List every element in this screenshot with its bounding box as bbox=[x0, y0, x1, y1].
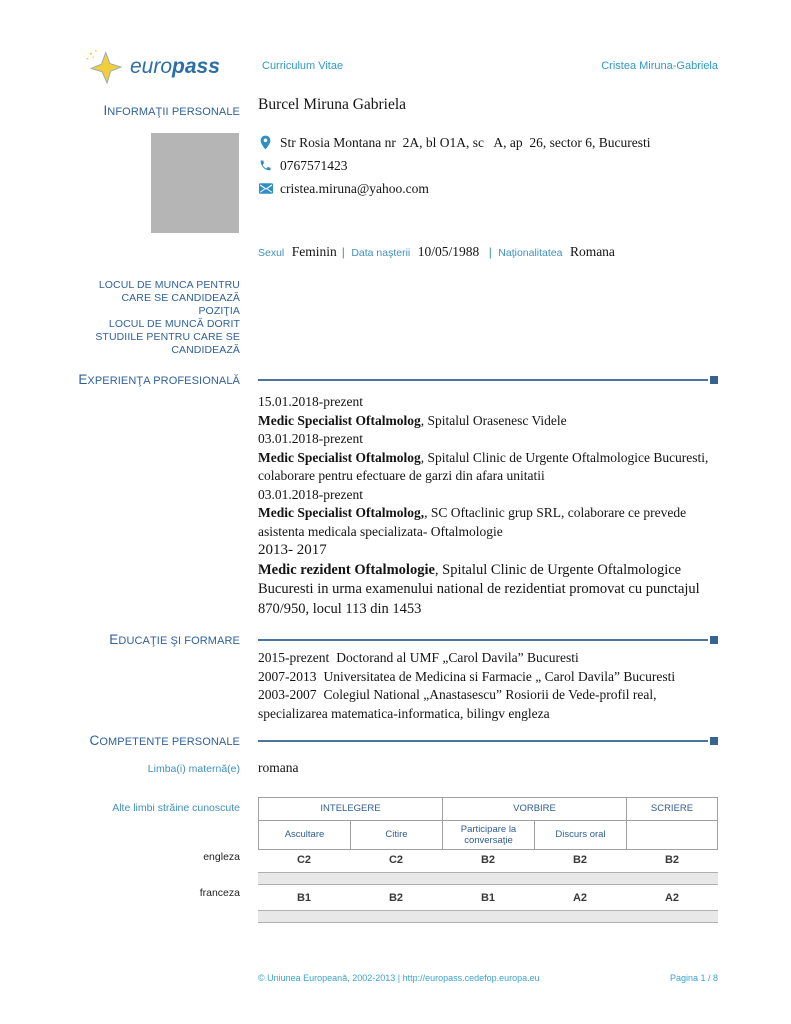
section-rule-competences bbox=[258, 737, 718, 745]
mother-tongue-label: Limba(i) maternă(e) bbox=[147, 763, 240, 775]
education-text: Universitatea de Medicina si Farmacie „ Carol Davila” Bucuresti bbox=[323, 668, 676, 684]
europass-star-logo-icon bbox=[84, 48, 126, 86]
experience-entry bbox=[258, 430, 720, 486]
nationality-value: Romana bbox=[569, 244, 615, 259]
education-period: 2007-2013 bbox=[258, 668, 317, 684]
language-row-label-english: engleza bbox=[203, 851, 240, 863]
table-header-understanding: INTELEGERE bbox=[258, 797, 442, 820]
footer-copyright: © Uniunea Europeană, 2002-2013 | http://europass.cedefop.europa.eu bbox=[258, 973, 540, 983]
phone-row bbox=[258, 157, 728, 175]
table-header-writing: SCRIERE bbox=[626, 797, 718, 820]
language-skills-table bbox=[258, 797, 718, 926]
table-subheader-listening: Ascultare bbox=[258, 820, 350, 850]
table-group-header-row bbox=[258, 797, 718, 820]
table-gray-band bbox=[258, 872, 718, 885]
section-label-personal-info: INFORMAŢII PERSONALE bbox=[103, 103, 240, 118]
table-row-french-levels bbox=[258, 888, 718, 907]
level-cell: B1 bbox=[296, 892, 312, 904]
level-cell: B1 bbox=[480, 892, 496, 904]
rule-line bbox=[258, 639, 708, 641]
table-gray-band bbox=[258, 910, 718, 923]
level-cell: B2 bbox=[480, 854, 496, 866]
section-label-experience: EXPERIENŢA PROFESIONALĂ bbox=[78, 372, 240, 387]
table-row-english-levels bbox=[258, 850, 718, 869]
education-text: Doctorand al UMF „Carol Davila” Bucuresti bbox=[336, 650, 579, 665]
email-text[interactable]: cristea.miruna@yahoo.com bbox=[280, 181, 429, 196]
level-cell: A2 bbox=[572, 892, 588, 904]
experience-description: Medic Specialist Oftalmolog, Spitalul Orasenesc Videle bbox=[258, 412, 567, 428]
experience-entries bbox=[258, 393, 720, 619]
table-subheader-spoken-interaction: Participare la conversaţie bbox=[442, 820, 534, 850]
experience-period: 2013- 2017 bbox=[258, 542, 327, 558]
table-subheader-spoken-production: Discurs oral bbox=[534, 820, 626, 850]
experience-description: Medic Specialist Oftalmolog, Spitalul Clinic de Urgente Oftalmologice Bucuresti, colaborare pentru efectuare de garzi din afara unitatii bbox=[258, 449, 709, 483]
other-languages-label: Alte limbi străine cunoscute bbox=[112, 802, 240, 814]
education-period: 2015-prezent bbox=[258, 650, 330, 665]
address-text: Str Rosia Montana nr 2A, bl O1A, sc A, ap 26, sector 6, Bucuresti bbox=[280, 135, 651, 150]
address-row bbox=[258, 134, 728, 152]
rule-square bbox=[710, 737, 718, 745]
experience-period: 03.01.2018-prezent bbox=[258, 486, 363, 502]
level-cell: C2 bbox=[296, 854, 312, 866]
experience-period: 15.01.2018-prezent bbox=[258, 394, 363, 409]
logo-wordmark: europass bbox=[130, 55, 220, 78]
experience-job-title: Medic rezident Oftalmologie bbox=[258, 561, 435, 578]
phone-text: 0767571423 bbox=[280, 158, 348, 173]
education-text: Colegiul National „Anastasescu” Rosiorii de Vede-profil real, specializarea matematica-informatica, bilingv engleza bbox=[258, 687, 657, 721]
level-cell: B2 bbox=[388, 892, 404, 904]
document-type: Curriculum Vitae bbox=[262, 60, 344, 72]
map-pin-icon bbox=[258, 134, 273, 150]
rule-square bbox=[710, 636, 718, 644]
person-name: Burcel Miruna Gabriela bbox=[258, 96, 407, 113]
language-row-label-french: franceza bbox=[199, 887, 240, 899]
experience-description: Medic Specialist Oftalmolog,, SC Oftaclinic grup SRL, colaborare ce prevede asistenta medicala specializata- Oftalmologie bbox=[258, 505, 687, 539]
sex-value: Feminin bbox=[291, 244, 337, 259]
birth-date-label: Data naşterii bbox=[351, 247, 411, 259]
envelope-icon bbox=[258, 180, 273, 196]
mother-tongue-value: romana bbox=[258, 760, 299, 775]
experience-period: 03.01.2018-prezent bbox=[258, 431, 363, 446]
nationality-label: Naţionalitatea bbox=[498, 247, 563, 259]
table-header-speaking: VORBIRE bbox=[442, 797, 626, 820]
experience-entry bbox=[258, 541, 720, 619]
separator: | bbox=[488, 245, 492, 259]
level-cell: C2 bbox=[388, 854, 404, 866]
job-target-label: LOCUL DE MUNCA PENTRU CARE SE CANDIDEAZĂ POZIŢIA LOCUL DE MUNCĂ DORIT STUDIILE PENTRU CARE SE CANDIDEAZĂ bbox=[95, 279, 240, 356]
section-label-competences: COMPETENTE PERSONALE bbox=[89, 733, 240, 748]
sex-birth-nationality-line bbox=[258, 243, 728, 261]
experience-entry bbox=[258, 393, 720, 430]
section-rule-experience bbox=[258, 376, 718, 384]
education-entry bbox=[258, 649, 720, 668]
education-entry bbox=[258, 668, 720, 687]
rule-square bbox=[710, 376, 718, 384]
europass-logo bbox=[84, 48, 220, 86]
level-cell: B2 bbox=[572, 854, 588, 866]
level-cell: A2 bbox=[664, 892, 680, 904]
photo-placeholder bbox=[151, 133, 239, 233]
experience-job-title: Medic Specialist Oftalmolog bbox=[258, 412, 421, 428]
experience-job-title: Medic Specialist Oftalmolog bbox=[258, 449, 421, 465]
separator: | bbox=[341, 245, 345, 259]
table-sub-header-row bbox=[258, 820, 718, 850]
education-period: 2003-2007 bbox=[258, 687, 317, 702]
phone-icon bbox=[258, 157, 273, 173]
document-owner-name: Cristea Miruna-Gabriela bbox=[601, 60, 718, 72]
rule-line bbox=[258, 379, 708, 381]
experience-job-title: Medic Specialist Oftalmolog, bbox=[258, 505, 425, 520]
email-row bbox=[258, 180, 728, 198]
table-subheader-writing-blank bbox=[626, 820, 718, 850]
education-entries bbox=[258, 649, 720, 723]
contact-block bbox=[258, 134, 728, 203]
education-entry bbox=[258, 686, 720, 723]
experience-description: Medic rezident Oftalmologie, Spitalul Clinic de Urgente Oftalmologice Bucuresti in urma examenului national de rezidentiat promovat cu punctajul 870/950, locul 113 din 1453 bbox=[258, 561, 700, 617]
section-label-education: EDUCAŢIE ŞI FORMARE bbox=[109, 632, 240, 647]
experience-entry bbox=[258, 486, 720, 542]
footer-page-number: Pagina 1 / 8 bbox=[669, 973, 718, 983]
table-subheader-reading: Citire bbox=[350, 820, 442, 850]
rule-line bbox=[258, 740, 708, 742]
birth-date-value: 10/05/1988 bbox=[417, 244, 480, 259]
sex-label: Sexul bbox=[258, 247, 285, 259]
level-cell: B2 bbox=[664, 854, 680, 866]
section-rule-education bbox=[258, 636, 718, 644]
